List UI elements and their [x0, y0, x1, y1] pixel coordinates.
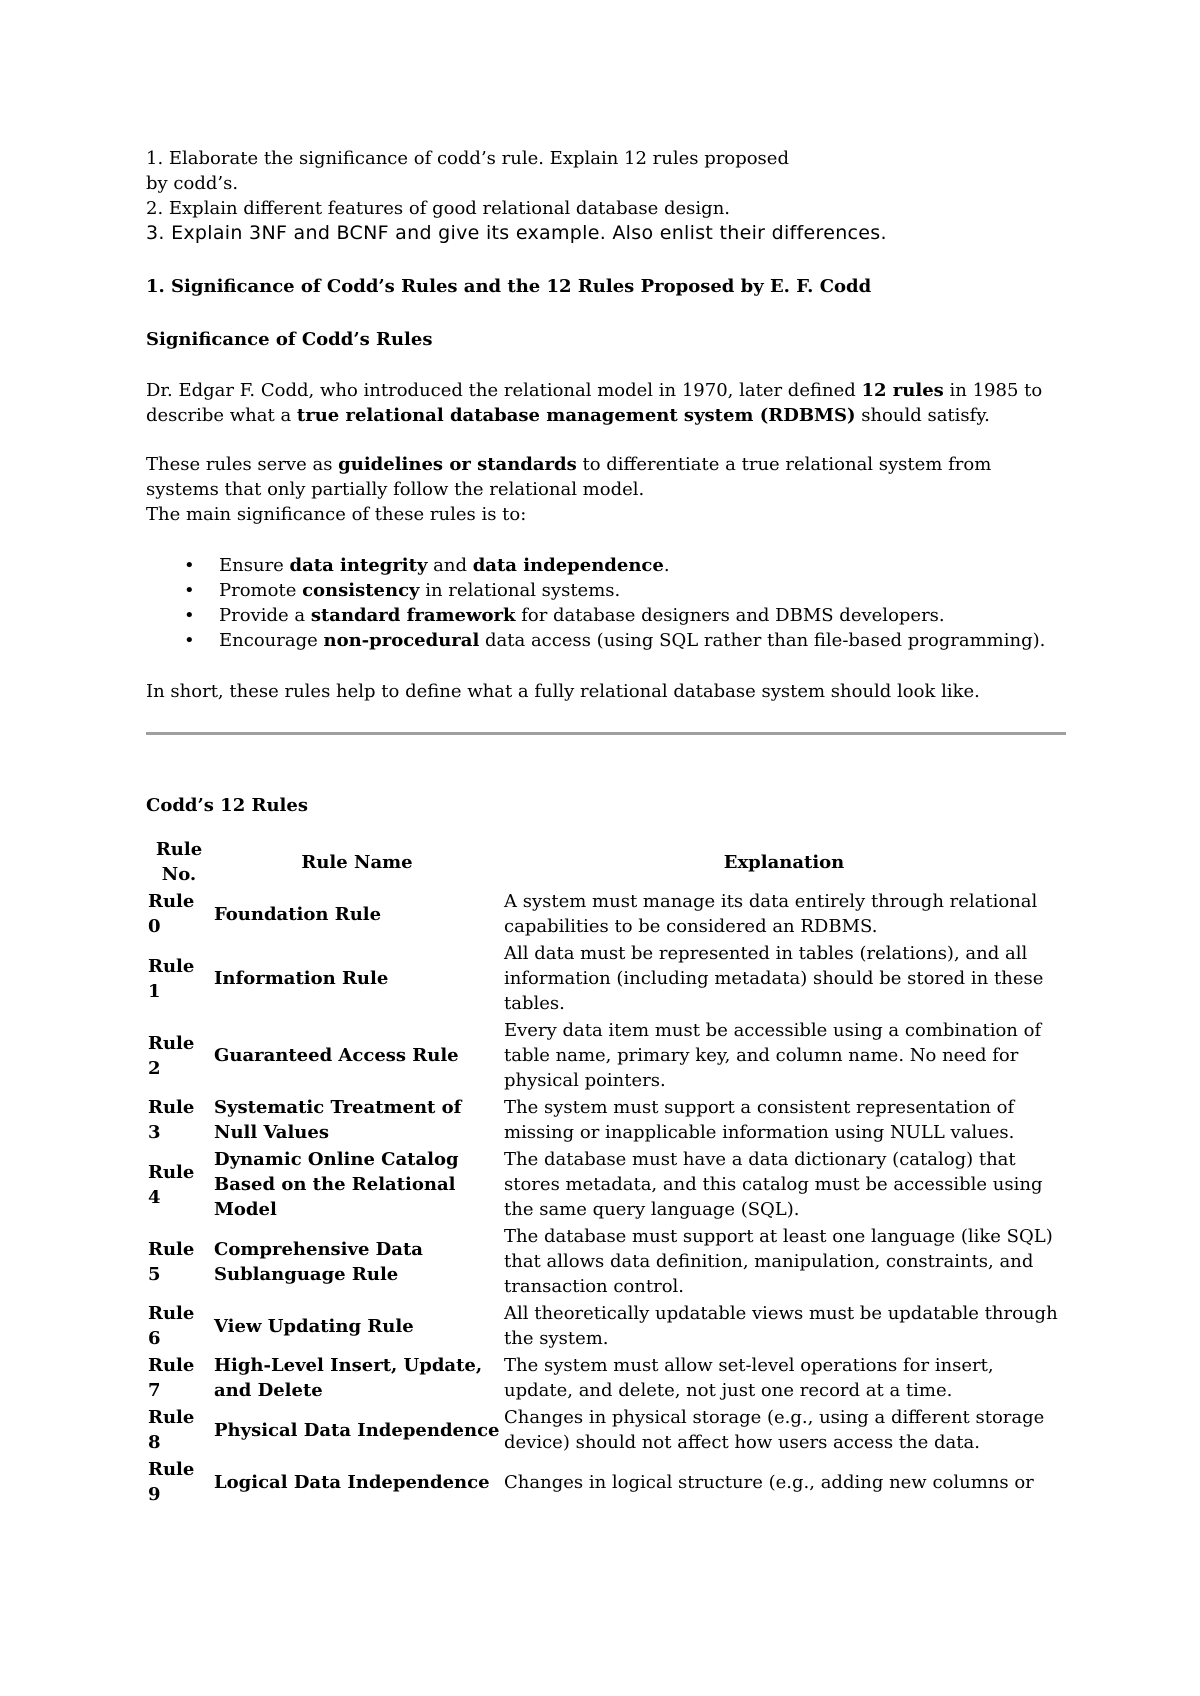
horizontal-divider [146, 732, 1066, 735]
list-item-bold: consistency [302, 580, 420, 601]
guidelines-text-2: to differentiate a true relational system from systems that only partially follow the relational model. [146, 454, 992, 500]
rule-explanation: Every data item must be accessible using a combination of table name, primary key, and column name. No need for physical pointers. [504, 1020, 1042, 1091]
list-item-bold: data independence [472, 555, 664, 576]
list-item-bold: non-procedural [323, 630, 480, 651]
rule-name: Foundation Rule [214, 903, 382, 925]
list-item-bold: standard framework [310, 605, 516, 626]
rule-number: Rule 5 [148, 1238, 195, 1285]
rule-explanation: The database must have a data dictionary (catalog) that stores metadata, and this catalog must be accessible using the same query language (SQL). [504, 1149, 1043, 1220]
rule-number: Rule 9 [148, 1459, 195, 1505]
table-row [146, 1094, 1066, 1146]
rule-explanation: The system must support a consistent representation of missing or inapplicable information using NULL values. [504, 1097, 1015, 1143]
list-item-text: Ensure [219, 555, 290, 576]
bullet-icon: • [184, 605, 195, 626]
table-row [146, 940, 1066, 1017]
guidelines-text-1: These rules serve as [146, 454, 339, 475]
list-item-text: data access (using SQL rather than file-based programming). [479, 630, 1046, 651]
intro-text-1: Dr. Edgar F. Codd, who introduced the relational model in 1970, later defined [146, 380, 862, 401]
list-item-bold: data integrity [289, 555, 428, 576]
rule-explanation: Changes in logical structure (e.g., adding new columns or [504, 1471, 1034, 1493]
intro-bold-2: true relational database management system (RDBMS) [296, 405, 856, 426]
intro-text-2: in 1985 to describe what a [146, 380, 1043, 426]
rule-name: View Updating Rule [214, 1315, 414, 1337]
list-item [146, 628, 1066, 653]
question-1-line-2: by codd’s. [146, 173, 239, 194]
bullet-icon: • [184, 630, 195, 651]
rule-number: Rule 0 [148, 891, 195, 937]
table-row [146, 1404, 1066, 1456]
list-item [146, 578, 1066, 603]
rule-explanation: The system must allow set-level operations for insert, update, and delete, not just one record at a time. [504, 1355, 994, 1401]
table-row [146, 1146, 1066, 1223]
header-rule-name: Rule Name [301, 851, 413, 873]
rule-name: Comprehensive Data Sublanguage Rule [214, 1238, 423, 1285]
rule-explanation: Changes in physical storage (e.g., using a different storage device) should not affect how users access the data. [504, 1407, 1045, 1453]
list-item-text: Encourage [219, 630, 324, 651]
rule-explanation: The database must support at least one language (like SQL) that allows data definition, manipulation, constraints, and transaction control. [504, 1226, 1053, 1297]
summary-paragraph: In short, these rules help to define what a fully relational database system should look like. [146, 681, 980, 702]
rule-name: Guaranteed Access Rule [214, 1045, 459, 1066]
list-item-text: and [427, 555, 473, 576]
section-title: 1. Significance of Codd’s Rules and the 12 Rules Proposed by E. F. Codd [146, 276, 872, 297]
list-item [146, 553, 1066, 578]
list-item-text: Promote [219, 580, 303, 601]
table-row [146, 1352, 1066, 1404]
table-row [146, 1456, 1066, 1508]
intro-text-3: should satisfy. [855, 405, 990, 426]
rule-number: Rule 7 [148, 1355, 195, 1401]
rule-explanation: All data must be represented in tables (relations), and all information (including metadata) should be stored in these tables. [504, 943, 1044, 1014]
rule-explanation: All theoretically updatable views must be updatable through the system. [504, 1303, 1058, 1349]
rule-explanation: A system must manage its data entirely through relational capabilities to be considered an RDBMS. [504, 891, 1038, 937]
table-header-row [146, 836, 1066, 888]
question-3: 3. Explain 3NF and BCNF and give its example. Also enlist their differences. [146, 222, 887, 244]
rule-number: Rule 8 [148, 1407, 195, 1453]
significance-list [146, 553, 1066, 653]
table-row [146, 1017, 1066, 1094]
rule-name: Dynamic Online Catalog Based on the Relational Model [214, 1149, 459, 1220]
guidelines-bold-1: guidelines or standards [338, 454, 577, 475]
rules-heading: Codd’s 12 Rules [146, 795, 308, 816]
rule-name: Information Rule [214, 968, 389, 989]
list-item-text: for database designers and DBMS developers. [515, 605, 945, 626]
rule-name: Systematic Treatment of Null Values [214, 1097, 462, 1143]
rule-name: High-Level Insert, Update, and Delete [214, 1355, 483, 1401]
list-item-text: in relational systems. [419, 580, 621, 601]
rule-name: Physical Data Independence [214, 1419, 500, 1441]
intro-paragraph [146, 378, 1066, 428]
bullet-icon: • [184, 555, 195, 576]
codd-rules-table [146, 836, 1066, 1508]
rule-number: Rule 2 [148, 1032, 195, 1079]
rule-number: Rule 6 [148, 1303, 195, 1349]
document-page [146, 146, 1066, 1508]
question-2: 2. Explain different features of good relational database design. [146, 198, 731, 219]
question-1-line-1: 1. Elaborate the significance of codd’s rule. Explain 12 rules proposed [146, 148, 789, 169]
rule-name: Logical Data Independence [214, 1471, 490, 1493]
main-significance-line: The main significance of these rules is to: [146, 504, 527, 525]
guidelines-paragraph [146, 452, 1066, 502]
significance-subheading: Significance of Codd’s Rules [146, 329, 433, 350]
rule-number: Rule 4 [148, 1161, 195, 1208]
list-item-text: . [663, 555, 670, 576]
table-row [146, 1300, 1066, 1352]
bullet-icon: • [184, 580, 195, 601]
rule-number: Rule 1 [148, 955, 195, 1002]
list-item-text: Provide a [219, 605, 311, 626]
list-item [146, 603, 1066, 628]
rule-number: Rule 3 [148, 1097, 195, 1143]
header-rule-no: Rule No. [155, 839, 203, 885]
table-row [146, 888, 1066, 940]
header-explanation: Explanation [723, 851, 845, 873]
table-row [146, 1223, 1066, 1300]
intro-bold-1: 12 rules [861, 380, 944, 401]
